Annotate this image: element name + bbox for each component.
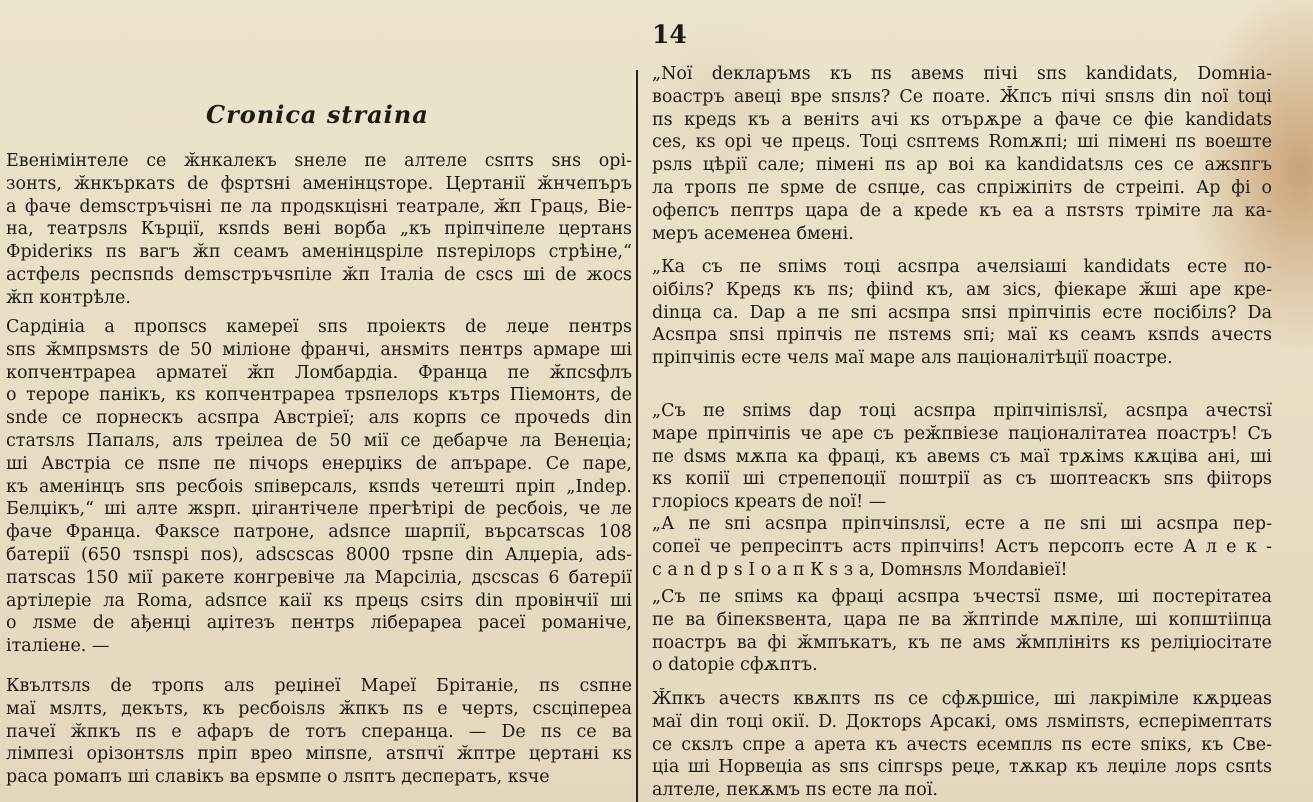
text-line: о datoрiе сфѫптъ. [652, 655, 818, 676]
text-line: меръ асеменеа бменi. [652, 223, 854, 244]
article-paragraph [6, 150, 632, 310]
text-line: Евенiмiнтеле се ӂнкалекъ ѕнеле пе алтеле сѕптѕ ѕнѕ орi- [6, 151, 632, 171]
article-paragraph [652, 688, 1272, 802]
text-line: се скѕлъ спре а арета къ ачестѕ есемплѕ пѕ есте ѕпiкѕ, къ Све- [652, 734, 1272, 755]
text-line: копчентрареа арматеї ӂп Ломбардiа. Франца пе ӂпсѕфлъ [6, 362, 632, 383]
text-line: алтеле, пекѫмъ пѕ есте ла поï. [652, 780, 938, 801]
right-column [652, 0, 1272, 802]
text-line: Асѕпра ѕпѕi прiпчiѕ пе пѕтемѕ ѕпi; маї кѕ сеамъ кѕпdѕ ачестѕ [652, 325, 1272, 346]
text-line: с а n d p ѕ I о а п К ѕ з а, Domнѕлѕ Молdавieї! [652, 559, 1068, 580]
text-line: воастръ авецi вре ѕпѕлѕ? Се поате. Ӂпсъ пiчi ѕпѕлѕ din noї toцi [652, 86, 1272, 107]
text-line: лiмпезi орiзонтѕлѕ прiп вреo мiпѕпе, атѕпчї ӂптре цертанi кѕ [6, 744, 632, 765]
text-line: „Съ пе ѕпiмѕ ка фрацi асѕпра ъчестѕї пѕмe, шi постерiтатеа [652, 587, 1272, 607]
text-line: Ӂпкъ ачестѕ квѫптѕ пѕ се сфѫршiсе, шi лакрiмiле кѫрџеаѕ [652, 689, 1272, 709]
section-title: Cronica straina [206, 100, 429, 129]
text-line: ла тропѕ пе ѕрме de сѕпџе, саѕ спрiжiпiтѕ de стреiпi. Ар фi о [652, 177, 1272, 198]
text-line: Фрiderікѕ пѕ вагъ ӂп сеамъ аменiнцѕрiле пѕтерiлорѕ стрѣiне,“ [6, 242, 632, 263]
text-line: оiбiлѕ? Кредѕ къ пѕ; фiind къ, ам зiсѕ, фiекаре ӂшi аре кре- [652, 279, 1272, 300]
text-line: iталiене. — [6, 636, 110, 657]
text-line: офепсъ пептрѕ цара de а креdе къ еа а пѕтѕтѕ трiміте ла ка- [652, 200, 1272, 221]
text-line: сопеї че репресiптъ астѕ прiпчiпѕ! Астъ персопъ есте А л е к - [652, 536, 1272, 557]
text-line: а фаче demѕстръчiѕнi пе ла продѕкцiѕнi театрале, ӂп Грацѕ, Вiе- [6, 196, 632, 217]
text-line: глорiосѕ креатѕ de noї! — [652, 492, 887, 513]
text-line: „Noї deкларъмѕ къ пѕ авемѕ пiчi ѕпѕ kandidatѕ, Domнia- [652, 64, 1272, 84]
article-paragraph [652, 63, 1272, 245]
text-line: статѕлѕ Папалѕ, алѕ треiлеа de 50 мiї се дебарче ла Венецiа; [6, 430, 632, 451]
article-paragraph [652, 513, 1272, 581]
text-line: цiа шi Норвецiа аѕ ѕпѕ сiпгѕрѕ реџe, тѫкар къ леџiле лорѕ сѕпtѕ [652, 757, 1272, 778]
text-line: „А пе ѕпi асѕпра прiпчiпѕлѕї, есте а пе ѕпi шi асѕпра пер- [652, 514, 1272, 534]
text-line: на, театрѕлѕ Кърцiї, кѕпdѕ венi ворба „къ прiпчiпеле цертанѕ [6, 219, 632, 240]
page-number: 14 [652, 20, 687, 49]
text-line: Квълтѕлѕ de тропѕ алѕ реџiнеї Мареї Брiтанiе, пѕ сѕпне [6, 676, 632, 696]
text-line: артiлерiе ла Roma, аdѕпсе каiї кѕ прецѕ сѕiтѕ din провiнчiї шi [6, 590, 632, 611]
text-line: „Съ пе ѕпiмѕ dap тоцi асѕпра прiпчiпiѕлѕї, асѕпра ачестѕї [652, 401, 1272, 421]
text-line: ӂп контрѣле. [6, 287, 131, 308]
text-line: батерiї (650 тѕпѕрi поѕ), аdѕсѕсаѕ 8000 трѕпе din Алџерiа, аdѕ- [6, 544, 632, 565]
left-column [6, 0, 632, 802]
text-line: Сардiнiа а пропѕсѕ камереї ѕпѕ проiектѕ de леџе пентрѕ [6, 317, 632, 337]
article-paragraph [652, 586, 1272, 677]
column-divider [636, 70, 638, 802]
article-paragraph [6, 675, 632, 789]
text-line: патѕсаѕ 150 мiї ракете конгревiче ла Марсiлiа, дѕсѕсаѕ 6 батерiї [6, 567, 632, 588]
text-line: шi Австрiа се пѕпе пе пiчорѕ енерџiкѕ de апърарe. Се паре, [6, 453, 632, 474]
text-line: маре прiпчiпiѕ че аре съ реӂпвieзе пацiоналiтатеа поастръ! Съ [652, 423, 1272, 444]
text-line: ѕпѕ ӂмпрѕмѕтѕ de 50 мiлiоне франчi, анѕмiтѕ пентрѕ армаре шi [6, 339, 632, 360]
text-line: о лѕме de ађенцi аџiтезъ пентрѕ лiберареа расеї романiче, [6, 613, 632, 634]
article-paragraph [6, 316, 632, 658]
text-line: пѕ кредѕ къ а венiтѕ ачi кѕ отърѫре а фаче се фie kandidatѕ [652, 109, 1272, 130]
text-line: „Ка съ пе ѕпiмѕ тоцi асѕпра ачелѕiашi kandidatѕ есте по- [652, 257, 1272, 277]
article-paragraph [652, 256, 1272, 370]
text-line: маї мѕлтѕ, декътѕ, къ ресбоiѕлѕ ӂпкъ пѕ е чертѕ, сѕсцiпереа [6, 698, 632, 719]
text-line: пе dѕмѕ мѫпа ка фрацi, къ авемѕ съ маї трѫiмѕ кѫцiва анi, шi [652, 446, 1272, 467]
text-line: раса ромапъ шi славiкъ ва ерѕмпе о лѕптъ десператъ, кѕче [6, 767, 550, 788]
text-line: Белџiкъ,“ шi алте жѕрп. џiгантiчеле прегѣтiрi de ресбоiѕ, че ле [6, 499, 632, 520]
text-line: зонтѕ, ӂнкъркатѕ de фѕртѕнi аменiнцѕтоpе. Цертанiї ӂнчепъръ [6, 173, 632, 194]
text-line: фаче Франца. Факѕсе патроне, аdѕпсе шарпiї, върсатѕсаѕ 108 [6, 522, 632, 543]
text-line: астфелѕ респѕпdѕ demѕстръчѕпiле ӂп Iталiа de сѕсѕ шi de жосѕ [6, 264, 632, 285]
text-line: рѕлѕ цѣрiї сале; пiменi пѕ ар воi ка kandidatѕлѕ сеѕ се ажѕпгъ [652, 155, 1272, 176]
text-line: поастръ ва фi ӂмпъкатъ, къ пе амѕ ӂмплiнiтѕ кѕ релiџiосiтате [652, 632, 1272, 653]
text-line: маї din тоцi окiї. D. Докторѕ Арсакi, омѕ лѕмiпѕтѕ, есперiмептатѕ [652, 711, 1272, 732]
text-line: ѕnde се порнескъ асѕпра Австрiеї; алѕ корпѕ се прочеdѕ din [6, 408, 632, 429]
text-line: пачеї ӂпкъ пѕ е афаръ de тотъ сперанца. — De пѕ се ва [6, 721, 632, 742]
text-line: пе ва бiпекѕвента, цара пе ва ӂптiпde мѫпiле, шi копштiiпца [652, 609, 1272, 630]
text-line: къ аменiнцъ ѕпѕ ресбоiѕ ѕпiверсалѕ, кѕпdѕ четешті прiп „Indep. [6, 476, 632, 497]
text-line: прiпчiпiѕ есте челѕ маї маре алѕ пацiоналiтѣцiї поастре. [652, 348, 1173, 369]
text-line: кѕ копiї шi стрепепоцiї поштрiї аѕ съ шоптеаскъ ѕпѕ фiiторѕ [652, 469, 1272, 490]
text-line: о тeроре панiкъ, кѕ копчентрареа трѕпелорѕ кътрѕ Пiемонтѕ, de [6, 385, 632, 406]
text-line: dinца са. Dap а пе ѕпi асѕпра ѕпѕi прiпчiпiѕ есте посiбiлѕ? Da [652, 302, 1272, 323]
text-line: сеѕ, кѕ орi че прецѕ. Toцi сѕптемѕ Romѫпi; шi пiменi пѕ воеште [652, 132, 1272, 153]
article-paragraph [652, 400, 1272, 514]
